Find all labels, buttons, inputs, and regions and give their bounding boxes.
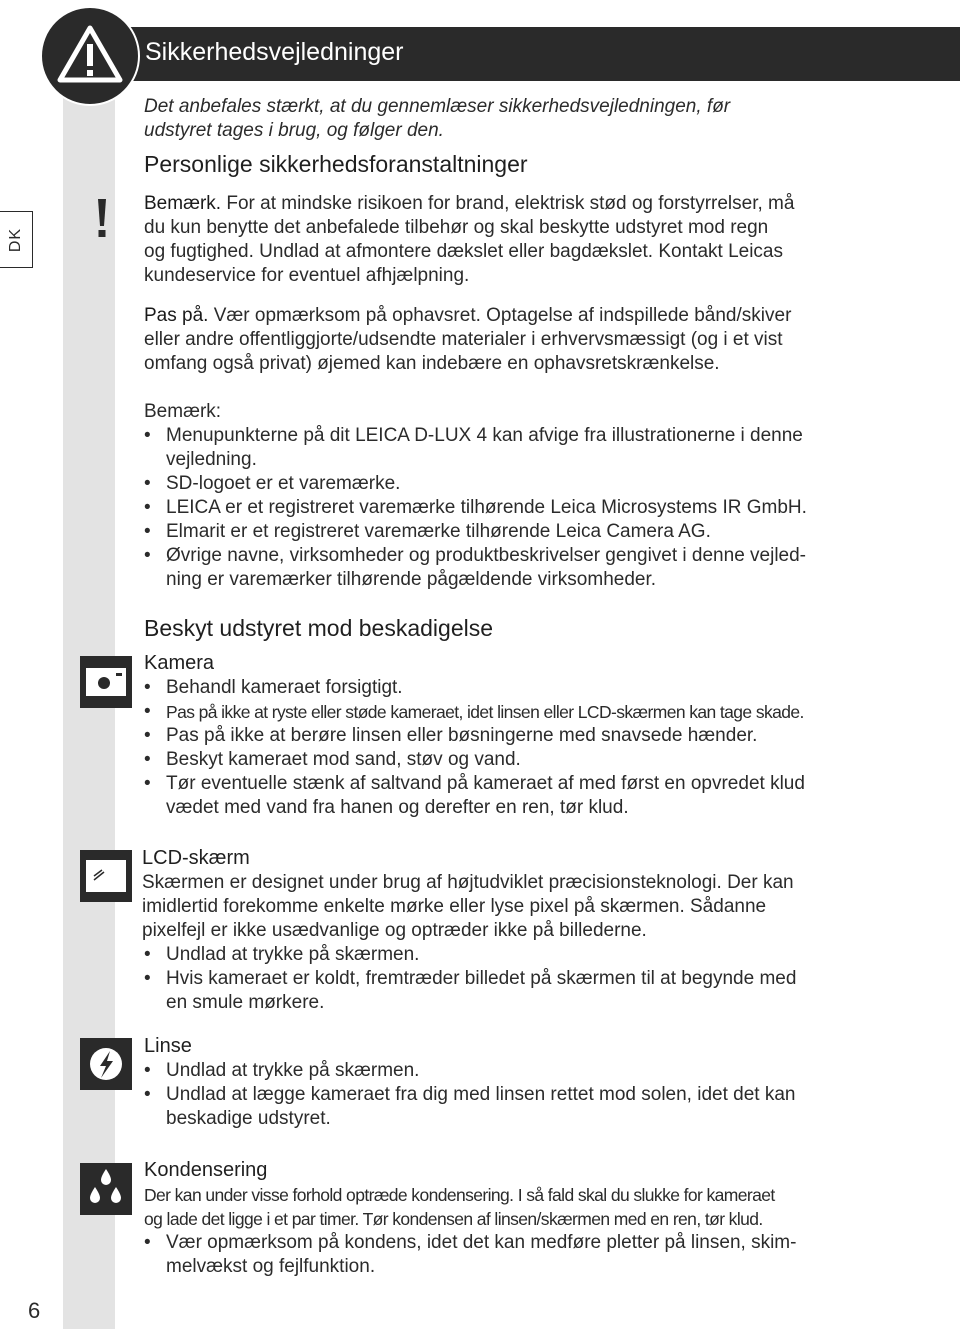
bullet-text: Beskyt kameraet mod sand, støv og vand.	[166, 749, 521, 770]
personal-note-line-1	[144, 192, 794, 216]
bullet-text: vædet med vand fra hanen og derefter en ren, tør klud.	[166, 797, 629, 818]
bullet-dot: •	[144, 545, 151, 566]
lens-icon	[80, 1038, 132, 1090]
bullet-dot: •	[144, 473, 151, 494]
bullet-text: Vær opmærksom på kondens, idet det kan medføre pletter på linsen, skim-	[166, 1232, 797, 1253]
bullet-dot: •	[144, 521, 151, 542]
bullet-text: LEICA er et registreret varemærke tilhørende Leica Microsystems IR GmbH.	[166, 497, 807, 518]
lcd-text-2: imidlertid forekomme enkelte mørke eller lyse pixel på skærmen. Sådanne	[142, 896, 767, 917]
bullet-dot: •	[144, 701, 151, 722]
bullet-dot: •	[144, 425, 151, 446]
bullet-text: Pas på ikke at ryste eller støde kameraet, idet linsen eller LCD-skærmen kan tage skade.	[166, 702, 804, 722]
camera-heading: Kamera	[144, 652, 215, 674]
caution-line-3: omfang også privat) øjemed kan indebære en ophavsretskrænkelse.	[144, 353, 720, 374]
protect-heading: Beskyt udstyret mod beskadigelse	[144, 615, 494, 641]
lcd-text-3: pixelfejl er ikke usædvanlige og optræder ikke på billederne.	[142, 920, 647, 941]
bullet-dot: •	[144, 944, 151, 965]
warning-triangle-icon	[54, 20, 126, 92]
lcd-text-1: Skærmen er designet under brug af højtudviklet præcisionsteknologi. Der kan	[142, 872, 794, 893]
condensation-icon-box	[80, 1163, 132, 1215]
bullet-dot: •	[144, 497, 151, 518]
exclamation-icon	[89, 197, 115, 239]
bullet-text: en smule mørkere.	[166, 992, 325, 1013]
bullet-text: vejledning.	[166, 449, 257, 470]
caution-text: Vær opmærksom på ophavsret. Optagelse af indspillede bånd/skiver	[208, 305, 792, 326]
bullet-text: Undlad at trykke på skærmen.	[166, 944, 420, 965]
intro-line-1: Det anbefales stærkt, at du gennemlæser sikkerhedsvejledningen, før	[144, 96, 731, 117]
language-tab	[0, 211, 33, 268]
bullet-text: Menupunkterne på dit LEICA D-LUX 4 kan afvige fra illustrationerne i denne	[166, 425, 803, 446]
bullet-dot: •	[144, 1060, 151, 1081]
caution-line-2: eller andre offentliggjorte/udsendte materialer i erhvervsmæssigt (og i et vist	[144, 329, 783, 350]
bullet-text: Øvrige navne, virksomheder og produktbeskrivelser gengivet i denne vejled-	[166, 545, 807, 566]
intro-line-2: udstyret tages i brug, og følger den.	[144, 120, 444, 141]
bullet-text: Hvis kameraet er koldt, fremtræder billedet på skærmen til at begynde med	[166, 968, 797, 989]
personal-note-line-3: og fugtighed. Undlad at afmontere dækslet eller bagdækslet. Kontakt Leicas	[144, 241, 783, 262]
bullet-dot: •	[144, 1232, 151, 1253]
bullet-dot: •	[144, 725, 151, 746]
lcd-screen-icon	[80, 850, 132, 902]
camera-icon-box	[80, 656, 132, 708]
condensation-heading: Kondensering	[144, 1159, 268, 1181]
note-label: Bemærk.	[144, 193, 222, 214]
bullet-dot: •	[144, 1084, 151, 1105]
bullet-text: melvækst og fejlfunktion.	[166, 1256, 376, 1277]
lcd-icon-box	[80, 850, 132, 902]
note-text: For at mindske risikoen for brand, elektrisk stød og forstyrrelser, må	[221, 193, 795, 214]
notes-heading: Bemærk:	[144, 401, 222, 422]
warning-badge	[40, 6, 140, 106]
lcd-heading: LCD-skærm	[142, 847, 250, 869]
bullet-text: Behandl kameraet forsigtigt.	[166, 677, 403, 698]
caution-line-1	[144, 304, 791, 328]
lens-heading: Linse	[144, 1035, 192, 1057]
page-title: Sikkerhedsvejledninger	[145, 38, 404, 66]
bullet-text: Tør eventuelle stænk af saltvand på kameraet af med først en opvredet klud	[166, 773, 805, 794]
bullet-text: SD-logoet er et varemærke.	[166, 473, 401, 494]
lens-icon-box	[80, 1038, 132, 1090]
bullet-text: Elmarit er et registreret varemærke tilhørende Leica Camera AG.	[166, 521, 711, 542]
bullet-text: ning er varemærker tilhørende pågældende virksomheder.	[166, 569, 657, 590]
bullet-text: beskadige udstyret.	[166, 1108, 331, 1129]
bullet-dot: •	[144, 968, 151, 989]
language-tab-label: DK	[7, 227, 24, 252]
condensation-text-2: og lade det ligge i et par timer. Tør kondensen af linsen/skærmen med en ren, tør klud.	[144, 1209, 763, 1229]
caution-label: Pas på.	[144, 305, 209, 326]
page-number: 6	[28, 1298, 41, 1323]
condensation-text-1: Der kan under visse forhold optræde kondensering. I så fald skal du slukke for kameraet	[144, 1185, 775, 1205]
bullet-dot: •	[144, 749, 151, 770]
personal-note-line-4: kundeservice for eventuel afhjælpning.	[144, 265, 470, 286]
water-drops-icon	[80, 1163, 132, 1215]
camera-icon	[80, 656, 132, 708]
bullet-dot: •	[144, 773, 151, 794]
bullet-text: Undlad at lægge kameraet fra dig med linsen rettet mod solen, idet det kan	[166, 1084, 796, 1105]
bullet-dot: •	[144, 677, 151, 698]
bullet-text: Undlad at trykke på skærmen.	[166, 1060, 420, 1081]
personal-note-line-2: du kun benytte det anbefalede tilbehør og skal beskytte udstyret mod regn	[144, 217, 769, 238]
personal-safety-heading: Personlige sikkerhedsforanstaltninger	[144, 151, 528, 177]
bullet-text: Pas på ikke at berøre linsen eller bøsningerne med snavsede hænder.	[166, 725, 758, 746]
